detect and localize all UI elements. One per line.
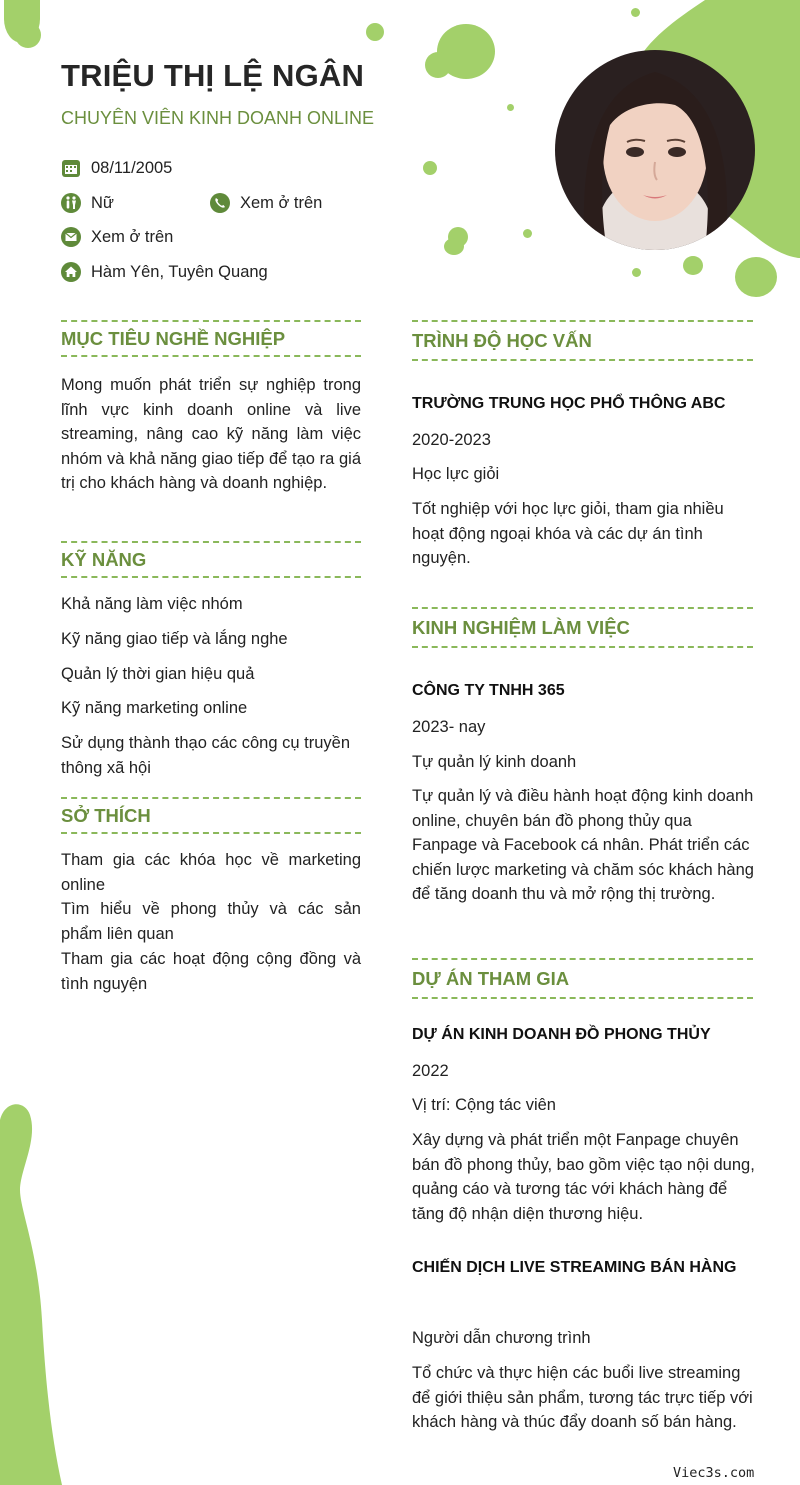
phone-row (210, 193, 322, 213)
hobby-item: Tham gia các hoạt động cộng đồng và tình nguyện (61, 950, 361, 993)
decorative-dot (735, 257, 777, 297)
gender-row (61, 193, 114, 213)
decorative-dot (444, 238, 464, 255)
phone-value: Xem ở trên (240, 193, 323, 212)
experience-heading: KINH NGHIỆM LÀM VIỆC (412, 607, 753, 648)
skill-item: Kỹ năng giao tiếp và lắng nghe (61, 630, 288, 648)
school-name: TRƯỜNG TRUNG HỌC PHỔ THÔNG ABC (412, 395, 726, 412)
decorative-dot (631, 8, 640, 17)
decorative-dot (683, 256, 703, 275)
skill-item: Kỹ năng marketing online (61, 699, 248, 717)
education-period: 2020-2023 (412, 431, 491, 449)
hobbies-heading: SỞ THÍCH (61, 797, 361, 834)
objective-heading: MỤC TIÊU NGHỀ NGHIỆP (61, 320, 361, 357)
candidate-name: TRIỆU THỊ LỆ NGÂN (61, 58, 365, 93)
profile-photo (555, 50, 755, 250)
objective-text: Mong muốn phát triển sự nghiệp trong lĩnh vực kinh doanh online và live streaming, nâng cao kỹ năng làm việc nhóm và khả năng giao tiếp để tạo ra giá trị cho khách hàng và doanh nghiệp. (61, 376, 361, 492)
gender-icon (61, 193, 81, 213)
experience-role: Tự quản lý kinh doanh (412, 753, 577, 771)
decorative-dot (15, 22, 41, 48)
hobby-item: Tìm hiểu về phong thủy và các sản phẩm liên quan (61, 900, 361, 943)
watermark: Viec3s.com (673, 1465, 755, 1481)
skill-item: Sử dụng thành thạo các công cụ truyền thông xã hội (61, 734, 350, 777)
project-name: CHIẾN DỊCH LIVE STREAMING BÁN HÀNG (412, 1259, 737, 1276)
skills-heading: KỸ NĂNG (61, 541, 361, 578)
skill-item: Quản lý thời gian hiệu quả (61, 665, 255, 683)
decorative-dot (523, 229, 532, 238)
home-icon (61, 262, 81, 282)
hobby-item: Tham gia các khóa học về marketing online (61, 851, 361, 894)
job-title: CHUYÊN VIÊN KINH DOANH ONLINE (61, 108, 375, 128)
skill-item: Khả năng làm việc nhóm (61, 595, 243, 613)
decorative-blob-bottom-left (0, 1100, 70, 1485)
dob-row (61, 158, 172, 178)
projects-heading: DỰ ÁN THAM GIA (412, 958, 753, 999)
education-description: Tốt nghiệp với học lực giỏi, tham gia nhiều hoạt động ngoại khóa và các dự án tình nguyện. (412, 500, 724, 567)
project-year: 2022 (412, 1062, 449, 1080)
project-name: DỰ ÁN KINH DOANH ĐỒ PHONG THỦY (412, 1026, 711, 1043)
decorative-dot (366, 23, 384, 41)
education-heading: TRÌNH ĐỘ HỌC VẤN (412, 320, 753, 361)
calendar-icon (61, 158, 81, 178)
decorative-dot (507, 104, 514, 111)
experience-period: 2023- nay (412, 718, 486, 736)
email-icon (61, 227, 81, 247)
dob-value: 08/11/2005 (91, 158, 173, 177)
email-value: Xem ở trên (91, 227, 174, 246)
decorative-dot (423, 161, 437, 175)
address-value: Hàm Yên, Tuyên Quang (91, 262, 268, 281)
gender-value: Nữ (91, 193, 114, 212)
decorative-dot (632, 268, 641, 277)
project-role: Người dẫn chương trình (412, 1329, 591, 1347)
project-description: Xây dựng và phát triển một Fanpage chuyên bán đồ phong thủy, bao gồm việc tạo nội dung, quảng cáo và tương tác với khách hàng để tăng độ nhận diện thương hiệu. (412, 1131, 755, 1223)
address-row (61, 262, 268, 282)
phone-icon (210, 193, 230, 213)
project-description: Tổ chức và thực hiện các buổi live streaming để giới thiệu sản phẩm, tương tác trực tiếp với khách hàng và thúc đẩy doanh số bán hàng. (412, 1364, 753, 1431)
company-name: CÔNG TY TNHH 365 (412, 682, 565, 699)
email-row (61, 227, 173, 247)
education-grade: Học lực giỏi (412, 465, 500, 483)
decorative-dot (425, 52, 451, 78)
project-role: Vị trí: Cộng tác viên (412, 1096, 556, 1114)
experience-description: Tự quản lý và điều hành hoạt động kinh doanh online, chuyên bán đồ phong thủy qua Fanpage và Facebook cá nhân. Phát triển các chiến lược marketing và chăm sóc khách hàng để tăng doanh thu và mở rộng thị trường. (412, 787, 754, 903)
